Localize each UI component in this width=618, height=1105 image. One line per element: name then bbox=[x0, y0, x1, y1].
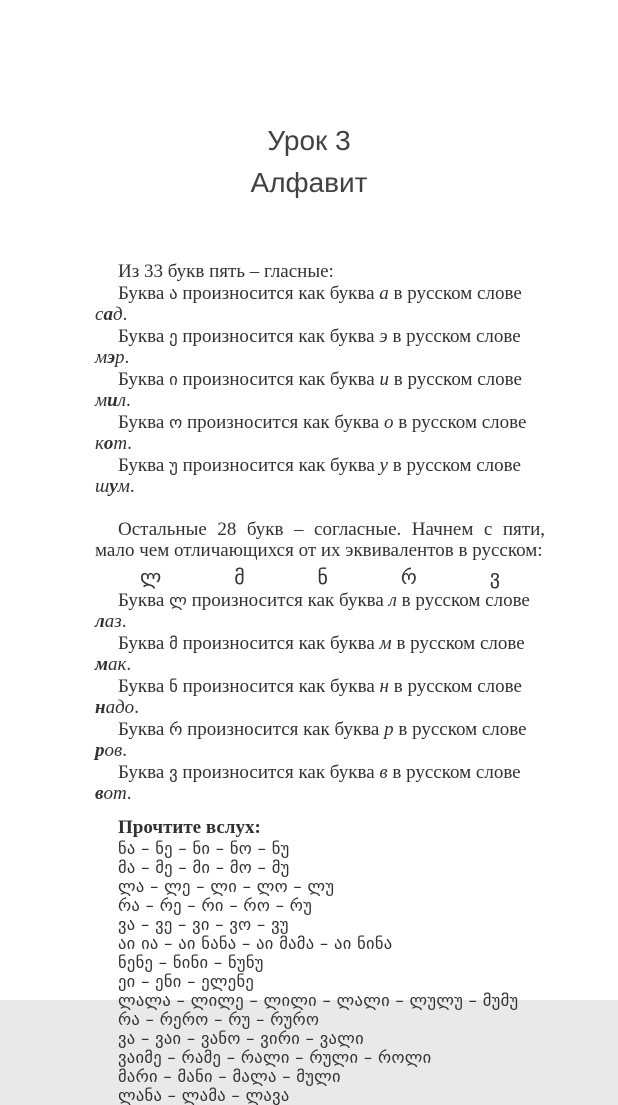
read-aloud-line: ლა – ლე – ლი – ლო – ლუ bbox=[118, 876, 335, 896]
read-aloud-line: რა – რე – რი – რო – რუ bbox=[118, 895, 313, 915]
example-word-pre: к bbox=[95, 433, 104, 454]
russian-letter: о bbox=[383, 411, 394, 433]
letter-label: Буква bbox=[118, 718, 170, 740]
georgian-letter: მ bbox=[234, 564, 245, 589]
read-aloud-line: ლანა – ლამა – ლავა bbox=[118, 1085, 290, 1105]
georgian-letter: ო bbox=[169, 411, 183, 432]
georgian-letter: ვ bbox=[489, 564, 500, 589]
example-word-post: л bbox=[117, 390, 127, 411]
in-russian-word-text: в русском слове bbox=[388, 282, 522, 304]
in-russian-word-text: в русском слове bbox=[388, 675, 522, 697]
letter-label: Буква bbox=[118, 368, 170, 390]
pronounced-as-text: произносится как буква bbox=[177, 368, 380, 390]
letter-description-line bbox=[95, 590, 545, 633]
period: . bbox=[122, 740, 127, 761]
example-word-post: м bbox=[117, 476, 130, 497]
pronounced-as-text: произносится как буква bbox=[177, 282, 380, 304]
pronounced-as-text: произносится как буква bbox=[186, 589, 389, 611]
letter-label: Буква bbox=[118, 589, 170, 611]
read-aloud-line: მა – მე – მი – მო – მუ bbox=[118, 857, 290, 877]
russian-letter: у bbox=[379, 454, 388, 476]
example-word-post: адо bbox=[105, 697, 135, 718]
example-word-key-letter: э bbox=[107, 347, 116, 368]
letter-description-line bbox=[95, 633, 545, 676]
russian-letter: э bbox=[379, 325, 388, 347]
example-word-key-letter: н bbox=[95, 697, 106, 718]
period: . bbox=[129, 476, 135, 497]
example-word bbox=[95, 697, 134, 718]
pronounced-as-text: произносится как буква bbox=[177, 454, 380, 476]
example-word bbox=[95, 654, 126, 675]
read-aloud-lines bbox=[95, 839, 545, 1105]
pronounced-as-text: произносится как буква bbox=[182, 411, 384, 433]
read-aloud-line: ვა – ვე – ვი – ვო – ვუ bbox=[118, 914, 289, 934]
vowel-letter-lines bbox=[95, 283, 545, 498]
example-word-key-letter: о bbox=[103, 433, 114, 454]
pronounced-as-text: произносится как буква bbox=[177, 632, 380, 654]
example-word-pre: ш bbox=[95, 476, 110, 497]
in-russian-word-text: в русском слове bbox=[391, 632, 525, 654]
georgian-letter: ლ bbox=[169, 589, 187, 610]
read-aloud-line: ეი – ენი – ელენე bbox=[118, 971, 255, 991]
example-word bbox=[95, 476, 130, 497]
in-russian-word-text: в русском слове bbox=[396, 589, 530, 611]
read-aloud-line: ნენე – ნინი – ნუნუ bbox=[118, 952, 264, 972]
period: . bbox=[134, 697, 139, 718]
page-content bbox=[95, 261, 545, 1105]
read-aloud-line: აი ია – აი ნანა – აი მამა – აი ნინა bbox=[118, 933, 393, 953]
letter-label: Буква bbox=[118, 632, 170, 654]
read-aloud-line: ვა – ვაი – ვანო – ვირი – ვალი bbox=[118, 1028, 364, 1048]
letter-label: Буква bbox=[118, 454, 170, 476]
letter-label: Буква bbox=[118, 325, 170, 347]
georgian-letter: რ bbox=[400, 564, 417, 589]
period: . bbox=[127, 433, 132, 454]
georgian-letter: ა bbox=[169, 282, 178, 303]
pronounced-as-text: произносится как буква bbox=[177, 761, 380, 783]
example-word bbox=[95, 433, 127, 454]
russian-letter: л bbox=[388, 589, 397, 611]
pronounced-as-text: произносится как буква bbox=[182, 718, 385, 740]
example-word bbox=[95, 783, 127, 804]
example-word-post: аз bbox=[104, 611, 122, 632]
georgian-letter: ი bbox=[169, 368, 178, 389]
georgian-letter: ე bbox=[169, 325, 178, 346]
in-russian-word-text: в русском слове bbox=[393, 718, 527, 740]
alphabet-row bbox=[95, 562, 545, 590]
georgian-letter: ვ bbox=[169, 761, 178, 782]
example-word-key-letter: л bbox=[95, 611, 105, 632]
letter-label: Буква bbox=[118, 761, 170, 783]
consonant-letter-lines bbox=[95, 590, 545, 805]
russian-letter: р bbox=[384, 718, 394, 740]
letter-description-line bbox=[95, 326, 545, 369]
example-word-key-letter: р bbox=[95, 740, 105, 761]
example-word-key-letter: и bbox=[107, 390, 118, 411]
in-russian-word-text: в русском слове bbox=[393, 411, 527, 433]
russian-letter: а bbox=[379, 282, 389, 304]
georgian-letter: უ bbox=[169, 454, 178, 475]
letter-description-line bbox=[95, 455, 545, 498]
georgian-letter: ლ bbox=[140, 564, 162, 589]
read-aloud-line: მარი – მანი – მალა – მული bbox=[118, 1066, 341, 1086]
example-word bbox=[95, 390, 126, 411]
letter-description-line bbox=[95, 676, 545, 719]
example-word-post: д bbox=[112, 304, 123, 325]
letter-label: Буква bbox=[118, 411, 170, 433]
read-aloud-line: ნა – ნე – ნი – ნო – ნუ bbox=[118, 838, 290, 858]
period: . bbox=[126, 783, 132, 804]
letter-description-line bbox=[95, 412, 545, 455]
example-word-pre: с bbox=[95, 304, 104, 325]
example-word-post: т bbox=[113, 433, 128, 454]
letter-description-line bbox=[95, 369, 545, 412]
example-word-post: ак bbox=[108, 654, 127, 675]
read-aloud-heading: Прочтите вслух: bbox=[118, 816, 261, 838]
example-word-pre: м bbox=[95, 347, 108, 368]
example-word-post: от bbox=[103, 783, 127, 804]
georgian-letter: მ bbox=[169, 632, 178, 653]
consonants-intro-paragraph: Остальные 28 букв – согласные. Начнем с пяти, мало чем отличающихся от их эквивалентов в русском: bbox=[95, 518, 545, 561]
georgian-letter: რ bbox=[169, 718, 183, 739]
pronounced-as-text: произносится как буква bbox=[177, 675, 380, 697]
lesson-header bbox=[0, 0, 618, 204]
read-aloud-line: ლალა – ლილე – ლილი – ლალი – ლულუ – მუმუ bbox=[118, 990, 519, 1010]
letter-label: Буква bbox=[118, 282, 170, 304]
lesson-subtitle: Алфавит bbox=[250, 167, 368, 198]
period: . bbox=[124, 347, 130, 368]
georgian-letter: ნ bbox=[317, 564, 328, 589]
pronounced-as-text: произносится как буква bbox=[177, 325, 380, 347]
vowels-intro-line: Из 33 букв пять – гласные: bbox=[118, 261, 334, 282]
read-aloud-line: რა – რერო – რუ – რურო bbox=[118, 1009, 320, 1029]
in-russian-word-text: в русском слове bbox=[387, 761, 521, 783]
lesson-title: Урок 3 bbox=[267, 125, 351, 156]
example-word-post: ов bbox=[104, 740, 123, 761]
russian-letter: в bbox=[379, 761, 388, 783]
in-russian-word-text: в русском слове bbox=[387, 325, 521, 347]
letter-description-line bbox=[95, 762, 545, 805]
russian-letter: м bbox=[379, 632, 392, 654]
period: . bbox=[122, 304, 128, 325]
example-word-key-letter: м bbox=[95, 654, 109, 675]
example-word bbox=[95, 304, 123, 325]
example-word-key-letter: у bbox=[109, 476, 118, 497]
example-word bbox=[95, 347, 125, 368]
russian-letter: и bbox=[379, 368, 389, 390]
example-word-pre: м bbox=[95, 390, 108, 411]
example-word bbox=[95, 611, 122, 632]
period: . bbox=[126, 654, 132, 675]
example-word-key-letter: а bbox=[103, 304, 113, 325]
example-word-post: р bbox=[115, 347, 125, 368]
in-russian-word-text: в русском слове bbox=[387, 454, 521, 476]
letter-label: Буква bbox=[118, 675, 170, 697]
georgian-letter: ნ bbox=[169, 675, 178, 696]
example-word-key-letter: в bbox=[95, 783, 104, 804]
read-aloud-line: ვაიმე – რამე – რალი – რული – როლი bbox=[118, 1047, 432, 1067]
period: . bbox=[126, 390, 131, 411]
in-russian-word-text: в русском слове bbox=[388, 368, 522, 390]
example-word bbox=[95, 740, 122, 761]
period: . bbox=[121, 611, 127, 632]
russian-letter: н bbox=[379, 675, 389, 697]
letter-description-line bbox=[95, 283, 545, 326]
letter-description-line bbox=[95, 719, 545, 762]
